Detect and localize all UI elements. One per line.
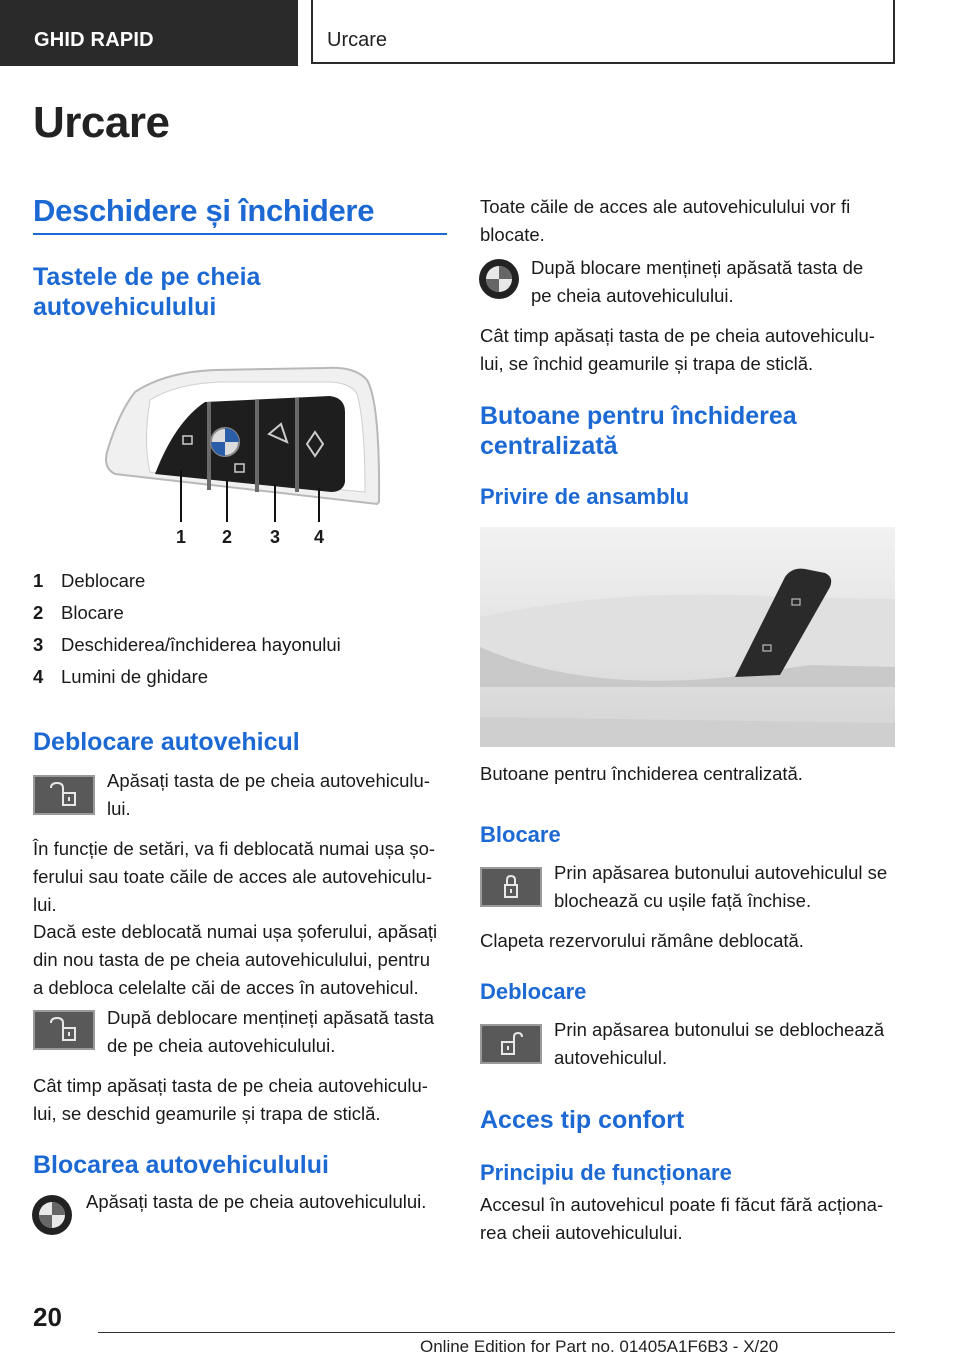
header-chapter-tab: Urcare [311, 0, 895, 64]
key-fob-illustration [95, 362, 395, 548]
header-section-tab: GHID RAPID [0, 0, 298, 66]
central-locking-heading: Butoane pentru închiderea centralizată [480, 402, 797, 460]
lock-paragraph: Apăsați tasta de pe cheia autovehiculului. [86, 1191, 427, 1212]
lock-button-icon [480, 867, 542, 907]
page-number: 20 [33, 1302, 62, 1332]
keys-heading-line2: autovehiculului [33, 293, 217, 321]
page-title: Urcare [33, 98, 170, 147]
fuel-flap-note: Clapeta rezervorului rămâne deblocată. [480, 930, 804, 951]
legend-item: 1 Deblocare [33, 570, 146, 591]
key-label: 4 [314, 527, 325, 547]
keys-heading-line1: Tastele de pe cheia [33, 263, 261, 291]
unlock-button-heading: Deblocare [480, 979, 587, 1004]
unlock-button-paragraph: Prin apăsarea butonului se deblochează autovehiculul. [554, 1019, 885, 1068]
key-label: 3 [270, 527, 281, 547]
lock-paragraph: După blocare mențineți apăsată tasta de pe cheia autovehiculului. [531, 257, 864, 306]
door-buttons-photo [480, 527, 895, 747]
footer-rule [98, 1332, 895, 1333]
unlock-paragraph: După deblocare mențineți apăsată tasta de pe cheia autovehiculului. [107, 1007, 435, 1056]
legend-item: 4 Lumini de ghidare [33, 666, 209, 687]
section-heading-open-close: Deschidere și închidere [33, 193, 375, 228]
bmw-key-icon [31, 1194, 73, 1236]
comfort-access-heading: Acces tip confort [480, 1106, 685, 1134]
legend-item: 2 Blocare [33, 602, 124, 623]
unlock-key-icon [33, 775, 95, 815]
section-heading-rule [33, 233, 447, 235]
unlock-paragraph: Cât timp apăsați tasta de pe cheia autovehiculu- lui, se deschid geamurile și trapa de sticlă. [33, 1075, 428, 1124]
photo-caption: Butoane pentru închiderea centralizată. [480, 763, 803, 784]
unlock-button-icon [480, 1024, 542, 1064]
footer-edition: Online Edition for Part no. 01405A1F6B3 - X/20 [420, 1337, 779, 1356]
keys-heading [33, 262, 260, 322]
principle-heading: Principiu de funcționare [480, 1160, 732, 1185]
unlock-vehicle-heading: Deblocare autovehicul [33, 728, 300, 756]
lock-paragraph: Cât timp apăsați tasta de pe cheia autovehiculu- lui, se închid geamurile și trapa de sticlă. [480, 325, 875, 374]
lock-paragraph: Toate căile de acces ale autovehiculului vor fi blocate. [480, 196, 851, 245]
key-label: 2 [222, 527, 233, 547]
overview-heading: Privire de ansamblu [480, 484, 690, 509]
bmw-key-icon [478, 258, 520, 300]
unlock-paragraph: Dacă este deblocată numai ușa șoferului, apăsați din nou tasta de pe cheia autovehiculului, pentru a debloca celelalte căi de acces în autovehicul. [33, 921, 438, 998]
legend-item: 3 Deschiderea/închiderea hayonului [33, 634, 341, 655]
lock-vehicle-heading: Blocarea autovehiculului [33, 1151, 329, 1179]
principle-paragraph: Accesul în autovehicul poate fi făcut fără acționa- rea cheii autovehiculului. [480, 1194, 884, 1243]
lock-button-paragraph: Prin apăsarea butonului autovehiculul se blochează cu ușile față închise. [554, 862, 888, 911]
unlock-paragraph: În funcție de setări, va fi deblocată numai ușa șo- ferului sau toate căile de acces ale autovehiculu- lui. [33, 838, 436, 915]
key-label: 1 [176, 527, 187, 547]
unlock-paragraph: Apăsați tasta de pe cheia autovehiculu- lui. [107, 770, 430, 819]
lock-button-heading: Blocare [480, 822, 561, 847]
unlock-key-icon [33, 1010, 95, 1050]
